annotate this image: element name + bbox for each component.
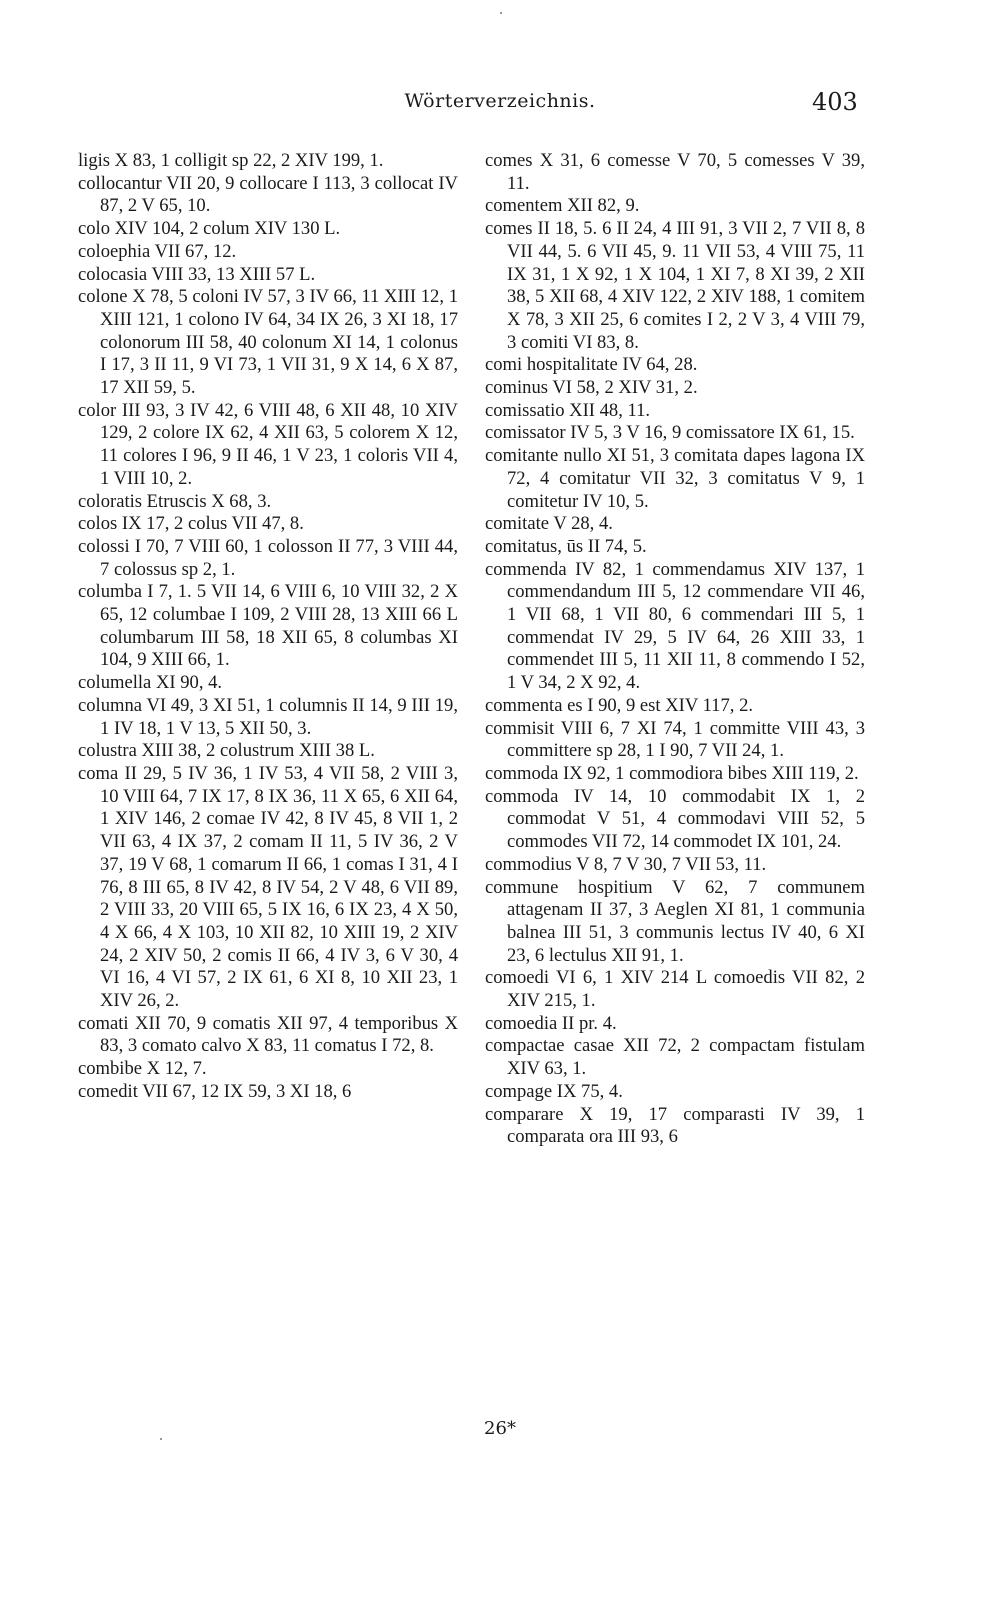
index-entry: comitante nullo XI 51, 3 comitata dapes lagona IX 72, 4 comitatur VII 32, 3 comitatus V 9, 1 comitetur IV 10, 5. bbox=[485, 445, 865, 512]
index-entry: color III 93, 3 IV 42, 6 VIII 48, 6 XII 48, 10 XIV 129, 2 colore IX 62, 4 XII 63, 5 colorem X 12, 11 colores I 96, 9 II 46, 1 V 23, 1 coloris VII 4, 1 VIII 10, 2. bbox=[78, 399, 458, 489]
index-entry: compage IX 75, 4. bbox=[485, 1080, 623, 1102]
right-column bbox=[485, 150, 865, 1149]
index-entry: commoda IX 92, 1 commodiora bibes XIII 119, 2. bbox=[485, 762, 859, 784]
index-entry: cominus VI 58, 2 XIV 31, 2. bbox=[485, 377, 698, 399]
index-entry: comedit VII 67, 12 IX 59, 3 XI 18, 6 bbox=[78, 1080, 352, 1102]
index-entry: comes II 18, 5. 6 II 24, 4 III 91, 3 VII 2, 7 VII 8, 8 VII 44, 5. 6 VII 45, 9. 11 VII 53, 4 VIII 75, 11 IX 31, 1 X 92, 1 X 104, 1 XI 7, 8 XI 39, 2 XII 38, 5 XII 68, 4 XIV 122, 2 XIV 188, 1 comitem X 78, 3 XII 25, 6 comites I 2, 2 V 3, 4 VIII 79, 3 comiti VI 83, 8. bbox=[485, 218, 865, 353]
index-entry: commune hospitium V 62, 7 communem attagenam II 37, 3 Aeglen XI 81, 1 communia balnea III 51, 3 communis lectus IV 40, 6 XI 23, 6 lectulus XII 91, 1. bbox=[485, 876, 865, 966]
index-entry: commisit VIII 6, 7 XI 74, 1 committe VIII 43, 3 committere sp 28, 1 I 90, 7 VII 24, 1. bbox=[485, 717, 865, 762]
index-entry: colos IX 17, 2 colus VII 47, 8. bbox=[78, 513, 304, 535]
index-entry: comoedia II pr. 4. bbox=[485, 1012, 617, 1034]
index-entry: combibe X 12, 7. bbox=[78, 1058, 207, 1080]
index-entry: ligis X 83, 1 colligit sp 22, 2 XIV 199, 1. bbox=[78, 150, 384, 171]
index-entry: comi hospitalitate IV 64, 28. bbox=[485, 354, 698, 376]
index-entry: columna VI 49, 3 XI 51, 1 columnis II 14, 9 III 19, 1 IV 18, 1 V 13, 5 XII 50, 3. bbox=[78, 694, 458, 739]
index-entry: comentem XII 82, 9. bbox=[485, 195, 640, 217]
index-entry: colustra XIII 38, 2 colustrum XIII 38 L. bbox=[78, 740, 375, 762]
index-entry: commenda IV 82, 1 commendamus XIV 137, 1 commendandum III 5, 12 commendare VII 46, 1 VII 68, 1 VII 80, 6 commendari III 5, 1 commendat IV 29, 5 IV 64, 26 XIII 33, 1 commendet III 5, 11 XII 11, 8 commendo I 52, 1 V 34, 2 X 92, 4. bbox=[485, 558, 865, 694]
index-entry: commoda IV 14, 10 commodabit IX 1, 2 commodat V 51, 4 commodavi VIII 52, 5 commodes VII 72, 14 commodet IX 101, 24. bbox=[485, 785, 865, 853]
index-entry: coloratis Etruscis X 68, 3. bbox=[78, 490, 272, 512]
index-entry: comitatus, ūs II 74, 5. bbox=[485, 535, 647, 557]
index-entry: comissator IV 5, 3 V 16, 9 comissatore IX 61, 15. bbox=[485, 422, 855, 444]
signature-mark: 26* bbox=[484, 1418, 516, 1439]
left-column bbox=[78, 150, 458, 1104]
scan-speck bbox=[500, 12, 502, 14]
index-entry: compactae casae XII 72, 2 compactam fistulam XIV 63, 1. bbox=[485, 1035, 865, 1080]
index-entry: comissatio XII 48, 11. bbox=[485, 399, 651, 421]
index-entry: comitate V 28, 4. bbox=[485, 513, 613, 535]
running-header: Wörterverzeichnis. bbox=[404, 90, 596, 112]
index-entry: collocantur VII 20, 9 collocare I 113, 3 collocat IV 87, 2 V 65, 10. bbox=[78, 172, 458, 217]
index-entry: colocasia VIII 33, 13 XIII 57 L. bbox=[78, 263, 316, 285]
index-entry: commenta es I 90, 9 est XIV 117, 2. bbox=[485, 694, 754, 716]
index-entry: comoedi VI 6, 1 XIV 214 L comoedis VII 82, 2 XIV 215, 1. bbox=[485, 967, 865, 1012]
index-entry: colossi I 70, 7 VIII 60, 1 colosson II 77, 3 VIII 44, 7 colossus sp 2, 1. bbox=[78, 535, 458, 580]
index-entry: coma II 29, 5 IV 36, 1 IV 53, 4 VII 58, 2 VIII 3, 10 VIII 64, 7 IX 17, 8 IX 36, 11 X 65, 6 XII 64, 1 XIV 146, 2 comae IV 42, 8 IV 45, 8 VII 1, 2 VII 63, 4 IX 37, 2 comam II 11, 5 IV 36, 2 V 37, 19 V 68, 1 comarum II 66, 1 comas I 31, 4 I 76, 8 III 65, 8 IV 42, 8 IV 54, 2 V 48, 6 VII 89, 2 VIII 33, 20 VIII 65, 5 IX 16, 6 IX 23, 4 X 50, 4 X 66, 4 X 103, 10 XII 82, 10 XIII 19, 2 XIV 24, 2 XIV 50, 2 comis II 66, 4 IV 3, 6 V 30, 4 VI 16, 4 VI 57, 2 IX 61, 6 XI 8, 10 XII 23, 1 XIV 26, 2. bbox=[78, 762, 458, 1012]
index-entry: colone X 78, 5 coloni IV 57, 3 IV 66, 11 XIII 12, 1 XIII 121, 1 colono IV 64, 34 IX 26, 3 XI 18, 17 colonorum III 58, 40 colonum XI 14, 1 colonus I 17, 3 II 11, 9 VI 73, 1 VII 31, 9 X 14, 6 X 87, 17 XII 59, 5. bbox=[78, 286, 458, 399]
index-entry: coloephia VII 67, 12. bbox=[78, 240, 237, 262]
index-entry: columella XI 90, 4. bbox=[78, 672, 223, 694]
scan-speck bbox=[160, 1438, 162, 1440]
index-entry: comes X 31, 6 comesse V 70, 5 comesses V 39, 11. bbox=[485, 150, 865, 194]
index-entry: columba I 7, 1. 5 VII 14, 6 VIII 6, 10 VIII 32, 2 X 65, 12 columbae I 109, 2 VIII 28, 13 XIII 66 L columbarum III 58, 18 XII 65, 8 columbas XI 104, 9 XIII 66, 1. bbox=[78, 581, 458, 671]
index-entry: comati XII 70, 9 comatis XII 97, 4 temporibus X 83, 3 comato calvo X 83, 11 comatus I 72, 8. bbox=[78, 1012, 458, 1057]
page-number: 403 bbox=[812, 88, 858, 116]
index-entry: comparare X 19, 17 comparasti IV 39, 1 comparata ora III 93, 6 bbox=[485, 1103, 865, 1148]
index-entry: commodius V 8, 7 V 30, 7 VII 53, 11. bbox=[485, 853, 767, 875]
index-entry: colo XIV 104, 2 colum XIV 130 L. bbox=[78, 218, 341, 240]
